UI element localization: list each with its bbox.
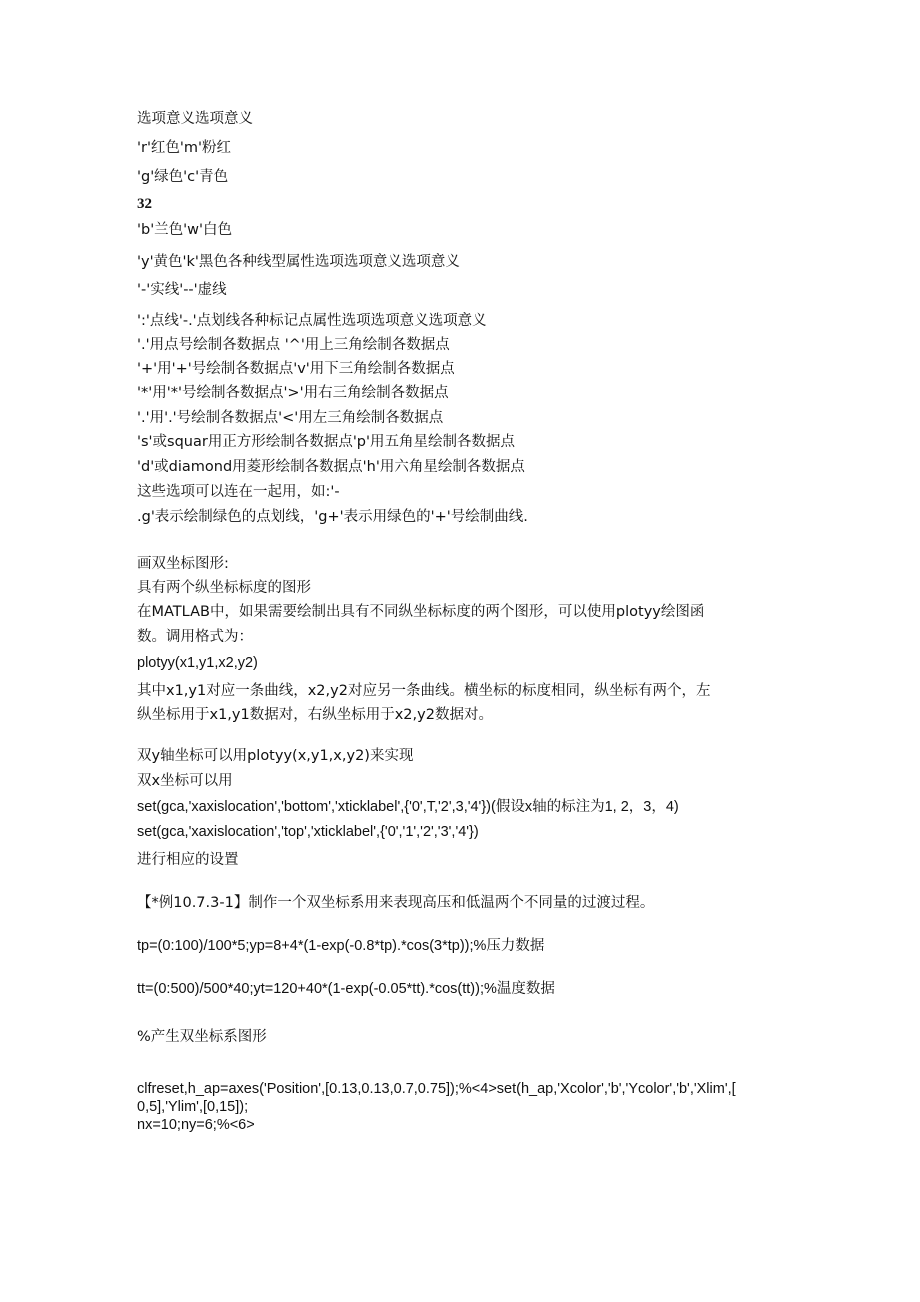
paragraph-line: 纵坐标用于x1,y1数据对，右纵坐标用于x2,y2数据对。: [137, 707, 493, 723]
line-style-option-line: ':'点线'-.'点划线各种标记点属性选项选项意义选项意义: [137, 313, 487, 329]
page-number: 32: [137, 196, 152, 212]
paragraph-line: 数。调用格式为：: [137, 629, 253, 645]
color-option-line: 'r'红色'm'粉红: [137, 140, 232, 156]
code-line: clfreset,h_ap=axes('Position',[0.13,0.13,0.7,0.75]);%<4>set(h_ap,'Xcolor','b','Ycolor','b','Xlim',[: [137, 1081, 736, 1097]
marker-option-line: '+'用'+'号绘制各数据点'v'用下三角绘制各数据点: [137, 361, 455, 377]
paragraph-line: 在MATLAB中，如果需要绘制出具有不同纵坐标标度的两个图形，可以使用plotyy绘图函: [137, 604, 705, 620]
example-title: 【*例10.7.3-1】制作一个双坐标系用来表现高压和低温两个不同量的过渡过程。: [137, 895, 655, 911]
marker-option-line: 'd'或diamond用菱形绘制各数据点'h'用六角星绘制各数据点: [137, 459, 525, 475]
section-heading: 画双坐标图形:: [137, 556, 229, 572]
code-line: plotyy(x1,y1,x2,y2): [137, 655, 258, 671]
section-subheading: 具有两个纵坐标标度的图形: [137, 580, 311, 596]
color-option-line: 'g'绿色'c'青色: [137, 169, 229, 185]
color-option-line: 'b'兰色'w'白色: [137, 222, 233, 238]
marker-option-line: '.'用点号绘制各数据点 '^'用上三角绘制各数据点: [137, 337, 450, 353]
table-header-line: 选项意义选项意义: [137, 111, 253, 127]
marker-option-line: '*'用'*'号绘制各数据点'>'用右三角绘制各数据点: [137, 385, 449, 401]
line-style-option-line: '-'实线'--'虚线: [137, 282, 227, 298]
code-line: tt=(0:500)/500*40;yt=120+40*(1-exp(-0.05*tt).*cos(tt));%温度数据: [137, 981, 555, 997]
code-line: set(gca,'xaxislocation','bottom','xticklabel',{'0',T,'2',3,'4'})(假设x轴的标注为1, 2，3，4): [137, 799, 679, 815]
code-line: 0,5],'Ylim',[0,15]);: [137, 1099, 249, 1115]
paragraph-line: 双x坐标可以用: [137, 773, 233, 789]
code-line: set(gca,'xaxislocation','top','xticklabel',{'0','1','2','3','4'}): [137, 824, 479, 840]
paragraph-line: 这些选项可以连在一起用，如:'-: [137, 484, 340, 500]
paragraph-line: 其中x1,y1对应一条曲线，x2,y2对应另一条曲线。横坐标的标度相同，纵坐标有两个，左: [137, 683, 711, 699]
paragraph-line: 双y轴坐标可以用plotyy(x,y1,x,y2)来实现: [137, 748, 414, 764]
marker-option-line: 's'或squar用正方形绘制各数据点'p'用五角星绘制各数据点: [137, 434, 515, 450]
paragraph-line: 进行相应的设置: [137, 852, 239, 868]
code-line: nx=10;ny=6;%<6>: [137, 1117, 255, 1133]
code-comment-line: %产生双坐标系图形: [137, 1029, 267, 1045]
marker-option-line: '.'用'.'号绘制各数据点'<'用左三角绘制各数据点: [137, 410, 444, 426]
code-line: tp=(0:100)/100*5;yp=8+4*(1-exp(-0.8*tp).*cos(3*tp));%压力数据: [137, 938, 545, 954]
color-option-line: 'y'黄色'k'黑色各种线型属性选项选项意义选项意义: [137, 254, 460, 270]
paragraph-line: .g'表示绘制绿色的点划线，'g+'表示用绿色的'+'号绘制曲线.: [137, 509, 528, 525]
